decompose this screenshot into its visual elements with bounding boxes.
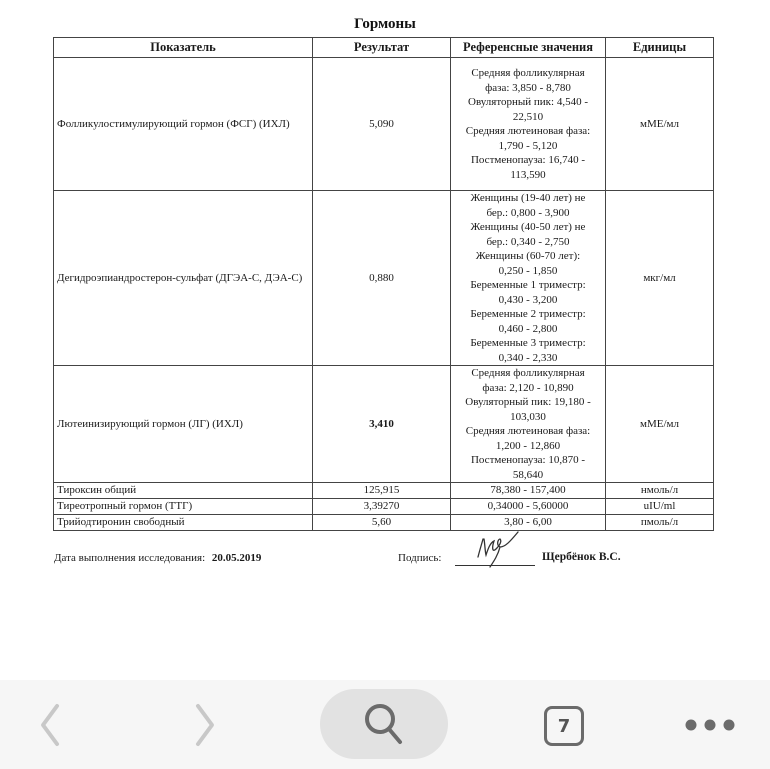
reference-range: Средняя фолликулярная фаза: 3,850 - 8,780 Овуляторный пик: 4,540 - 22,510 Средняя лютеиновая фаза: 1,790 - 5,120 Постменопауза: 16,740 - 113,590 <box>451 58 606 191</box>
handwritten-signature-icon <box>470 527 530 569</box>
more-dots-icon <box>684 718 736 732</box>
result-value: 3,39270 <box>313 499 451 515</box>
signer-name: Щербёнок В.С. <box>542 551 621 563</box>
table-row <box>54 366 714 483</box>
reference-range: Женщины (19-40 лет) не бер.: 0,800 - 3,900 Женщины (40-50 лет) не бер.: 0,340 - 2,750 Женщины (60-70 лет): 0,250 - 1,850 Беременные 1 триместр: 0,430 - 3,200 Беременные 2 триместр: 0,460 - 2,800 Беременные 3 триместр: 0,340 - 2,330 <box>451 191 606 366</box>
unit-value: пмоль/л <box>606 515 714 531</box>
signature-label: Подпись: <box>398 552 442 564</box>
results-table <box>53 37 714 531</box>
forward-button[interactable] <box>180 700 230 750</box>
reference-range: 0,34000 - 5,60000 <box>451 499 606 515</box>
column-header-result: Результат <box>313 38 451 58</box>
table-row <box>54 515 714 531</box>
tabs-button[interactable] <box>538 700 590 752</box>
reference-range: Средняя фолликулярная фаза: 2,120 - 10,890 Овуляторный пик: 19,180 - 103,030 Средняя лютеиновая фаза: 1,200 - 12,860 Постменопауза: 10,870 - 58,640 <box>451 366 606 483</box>
column-header-reference: Референсные значения <box>451 38 606 58</box>
study-date <box>54 552 261 564</box>
chevron-left-icon <box>35 702 65 748</box>
result-value: 0,880 <box>313 191 451 366</box>
table-row <box>54 58 714 191</box>
table-row <box>54 499 714 515</box>
table-row <box>54 191 714 366</box>
indicator-name: Тиреотропный гормон (ТТГ) <box>54 499 313 515</box>
indicator-name: Лютеинизирующий гормон (ЛГ) (ИХЛ) <box>54 366 313 483</box>
result-value: 5,60 <box>313 515 451 531</box>
more-menu-button[interactable] <box>680 700 740 750</box>
result-value: 3,410 <box>313 366 451 483</box>
reference-range: 78,380 - 157,400 <box>451 483 606 499</box>
tab-count-badge <box>544 706 584 746</box>
browser-bottom-toolbar <box>0 680 770 769</box>
column-header-units: Единицы <box>606 38 714 58</box>
unit-value: uIU/ml <box>606 499 714 515</box>
indicator-name: Дегидроэпиандростерон-сульфат (ДГЭА-С, ДЭА-С) <box>54 191 313 366</box>
unit-value: нмоль/л <box>606 483 714 499</box>
indicator-name: Тироксин общий <box>54 483 313 499</box>
indicator-name: Фолликулостимулирующий гормон (ФСГ) (ИХЛ) <box>54 58 313 191</box>
reference-range: 3,80 - 6,00 <box>451 515 606 531</box>
column-header-indicator: Показатель <box>54 38 313 58</box>
unit-value: мМЕ/мл <box>606 366 714 483</box>
tab-count: 7 <box>557 715 571 737</box>
page-title: Гормоны <box>354 16 416 32</box>
unit-value: мМЕ/мл <box>606 58 714 191</box>
result-value: 125,915 <box>313 483 451 499</box>
study-date-value: 20.05.2019 <box>211 552 262 564</box>
indicator-name: Трийодтиронин свободный <box>54 515 313 531</box>
table-header-row <box>54 38 714 58</box>
search-icon <box>362 701 406 747</box>
study-date-label: Дата выполнения исследования: <box>54 552 206 564</box>
table-row <box>54 483 714 499</box>
search-button[interactable] <box>320 689 448 759</box>
chevron-right-icon <box>190 702 220 748</box>
back-button[interactable] <box>25 700 75 750</box>
unit-value: мкг/мл <box>606 191 714 366</box>
result-value: 5,090 <box>313 58 451 191</box>
